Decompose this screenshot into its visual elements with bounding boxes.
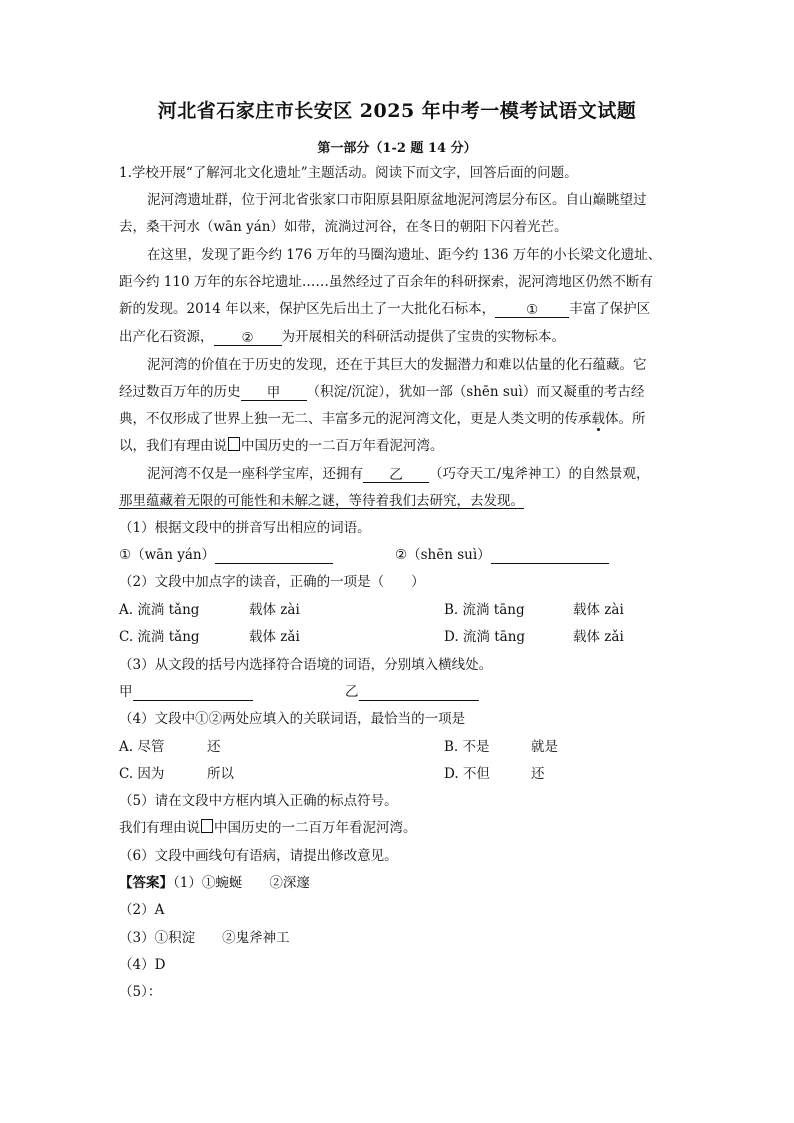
answer-1: （1）①蜿蜒 ②深邃 [173, 875, 310, 891]
pinyin-prompt: ②（shēn suì） [395, 547, 491, 563]
paragraph-line [119, 383, 644, 401]
text-segment: 体。所 [605, 411, 646, 427]
option-b-detail: 就是 [531, 739, 558, 755]
sub-question-2: （2）文段中加点字的读音，正确的一项是（ ） [119, 574, 425, 590]
answer-blank [215, 547, 333, 564]
option-a: A. 尽管 [119, 739, 165, 755]
text-segment: 出产化石资源， [119, 329, 214, 345]
answer-line [119, 683, 253, 701]
answer-line [119, 546, 333, 564]
paragraph-line [119, 437, 444, 455]
sub-question-5: （5）请在文段中方框内填入正确的标点符号。 [119, 793, 398, 809]
paragraph-line [119, 328, 565, 346]
option-c-detail: 所以 [207, 766, 234, 782]
page-title: 河北省石家庄市长安区 2025 年中考一模考试语文试题 [157, 100, 637, 122]
punctuation-box [228, 437, 240, 451]
sub-question-1: （1）根据文段中的拼音写出相应的词语。 [119, 520, 371, 536]
option-d: D. 流淌 tāng [444, 629, 526, 645]
text-segment: 丰富了保护区 [569, 301, 651, 317]
option-d: D. 不但 [444, 766, 490, 782]
answer-5: （5）： [119, 984, 162, 1000]
quoted-sentence [119, 819, 417, 837]
fill-blank-yi: 乙 [363, 466, 429, 483]
dotted-char: 载 [591, 411, 605, 427]
paragraph-line: 泥河湾的价值在于历史的发现，还在于其巨大的发掘潜力和难以估量的化石蕴藏。它 [147, 357, 647, 373]
option-b: B. 不是 [444, 739, 490, 755]
fill-blank-1: ① [495, 301, 569, 318]
underlined-sentence: 那里蕴藏着无限的可能性和未解之谜，等待着我们去研究，去发现。 [119, 493, 524, 509]
answer-4: （4）D [119, 957, 166, 973]
text-segment: 经过数百万年的历史 [119, 384, 241, 400]
text-segment: （巧夺天工/鬼斧神工）的自然景观， [429, 466, 650, 482]
option-d-detail: 还 [531, 766, 545, 782]
option-c: C. 因为 [119, 766, 165, 782]
option-c: C. 流淌 tǎng [119, 629, 200, 645]
answer-blank [359, 684, 479, 701]
option-a-detail: 还 [207, 739, 221, 755]
sub-question-4: （4）文段中①②两处应填入的关联词语，最恰当的一项是 [119, 711, 466, 727]
answer-heading [119, 874, 310, 892]
text-segment: 以，我们有理由说 [119, 438, 227, 454]
section-subtitle: 第一部分（1-2 题 14 分） [317, 141, 477, 156]
option-a-detail: 载体 zài [249, 602, 300, 618]
paragraph-line [147, 465, 650, 483]
paragraph-line [119, 410, 646, 428]
option-d-detail: 载体 zǎi [573, 629, 624, 645]
option-c-detail: 载体 zǎi [249, 629, 300, 645]
answer-label: 【答案】 [119, 875, 173, 891]
paragraph-line: 泥河湾遗址群，位于河北省张家口市阳原县阳原盆地泥河湾层分布区。自山巅眺望过 [147, 192, 647, 208]
text-segment: 典，不仅形成了世界上独一无二、丰富多元的泥河湾文化，更是人类文明的传承 [119, 411, 592, 427]
fill-blank-2: ② [214, 329, 282, 346]
text-segment: 泥河湾不仅是一座科学宝库，还拥有 [147, 466, 363, 482]
paragraph-line [119, 218, 567, 236]
answer-line [395, 546, 609, 564]
blank-label: 甲 [119, 684, 133, 700]
answer-2: （2）A [119, 902, 165, 918]
option-b-detail: 载体 zài [573, 602, 624, 618]
text-segment: 中国历史的一二百万年看泥河湾。 [214, 820, 417, 836]
text-segment: （积淀/沉淀），犹如一部（shēn suì）而又凝重的考古经 [306, 384, 645, 400]
paragraph-line: 在这里，发现了距今约 176 万年的马圈沟遗址、距今约 136 万年的小长梁文化遗址、 [147, 247, 662, 263]
punctuation-box [201, 819, 213, 833]
answer-blank [133, 684, 253, 701]
option-a: A. 流淌 tǎng [119, 602, 200, 618]
blank-label: 乙 [345, 684, 359, 700]
text-segment: 去，桑干河水（wān yán）如带，流淌过河谷，在冬日的朝阳下闪着光芒。 [119, 219, 568, 235]
pinyin-prompt: ①（wān yán） [119, 547, 216, 563]
answer-blank [491, 547, 609, 564]
question-intro: 1.学校开展“了解河北文化遗址”主题活动。阅读下而文字，回答后面的问题。 [119, 165, 578, 181]
answer-3: （3）①积淀 ②鬼斧神工 [119, 930, 290, 946]
sub-question-6: （6）文段中画线句有语病，请提出修改意见。 [119, 848, 398, 864]
text-segment: 新的发现。2014 年以来，保护区先后出土了一大批化石标本， [119, 301, 496, 317]
option-b: B. 流淌 tāng [444, 602, 525, 618]
paragraph-line [119, 300, 650, 318]
text-segment: 中国历史的一二百万年看泥河湾。 [241, 438, 444, 454]
sub-question-3: （3）从文段的括号内选择符合语境的词语，分别填入横线处。 [119, 657, 493, 673]
paragraph-line: 距今约 110 万年的东谷坨遗址……虽然经过了百余年的科研探索，泥河湾地区仍然不断有 [119, 274, 653, 290]
text-segment: 为开展相关的科研活动提供了宝贵的实物标本。 [281, 329, 565, 345]
answer-line [345, 683, 479, 701]
text-segment: 我们有理由说 [119, 820, 200, 836]
fill-blank-jia: 甲 [241, 384, 307, 401]
